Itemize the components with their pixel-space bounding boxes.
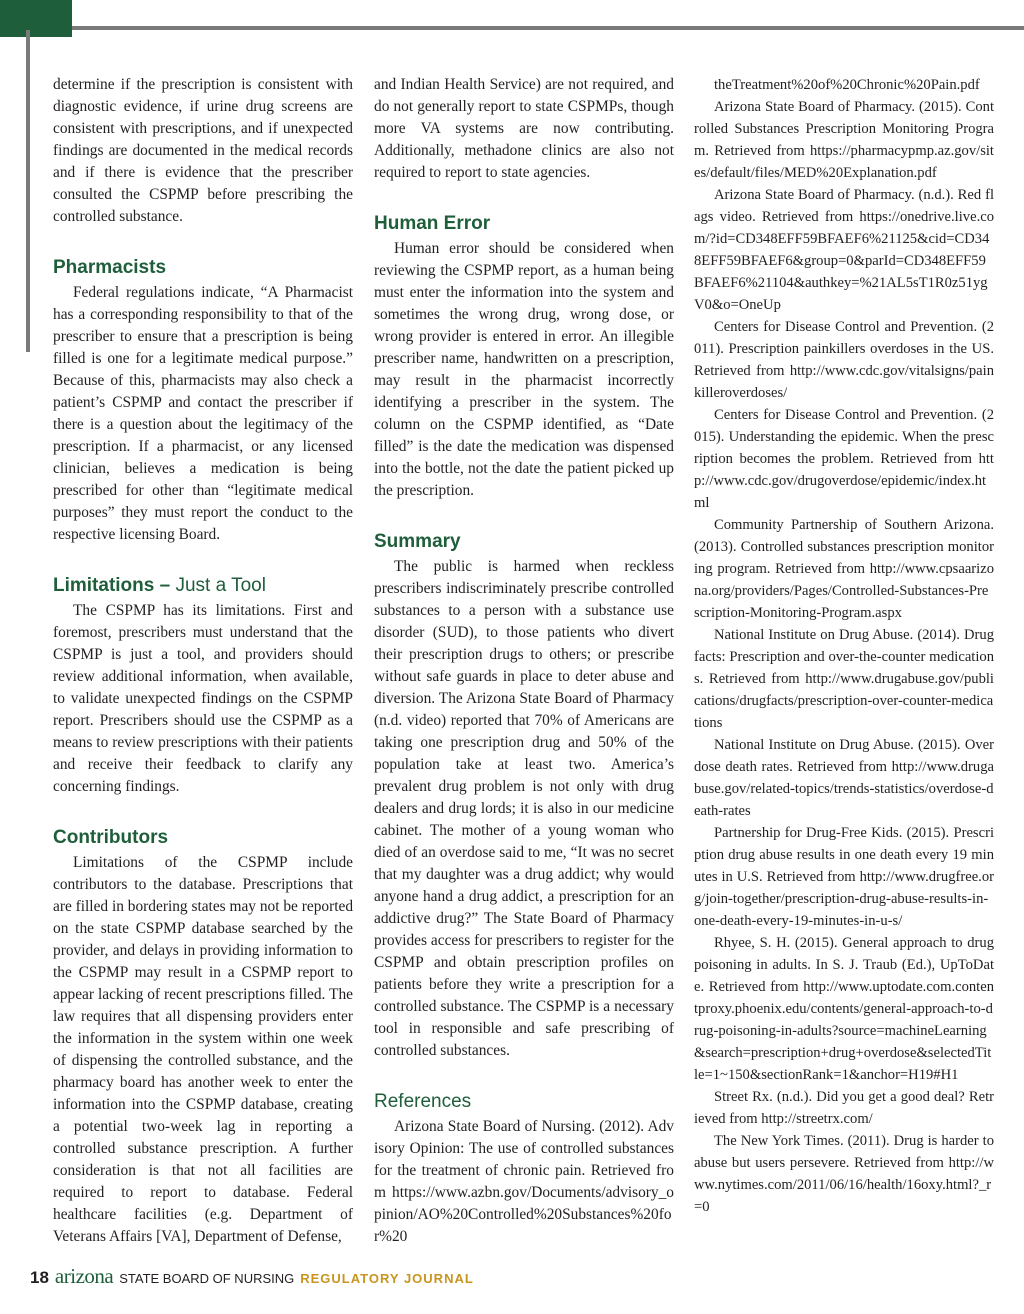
references-heading: References (374, 1091, 472, 1112)
human-error-heading: Human Error (374, 213, 491, 234)
continued-paragraph: and Indian Health Service) are not required, and do not generally report to state CSPMPs, though more VA systems are now contributing. Additionally, methadone clinics are also not required to report to state agencies. (374, 76, 674, 181)
page-number: 18 (30, 1268, 49, 1287)
limitations-paragraph: The CSPMP has its limitations. First and foremost, prescribers must understand that the CSPMP is just a tool, and providers should review additional information, when available, to validate unexpected findings on the CSPMP report. Prescribers should use the CSPMP as a means to review prescriptions with their patients and receive their feedback to clarify any concerning findings. (53, 602, 353, 795)
organization-name: STATE BOARD OF NURSING (119, 1271, 295, 1286)
left-divider (26, 30, 30, 352)
column-1 (53, 74, 353, 1248)
reference-entry: Centers for Disease Control and Prevention. (2011). Prescription painkillers overdoses in the US. Retrieved from http://www.cdc.gov/vitalsigns/painkilleroverdoses/ (694, 319, 994, 401)
page-footer (30, 1264, 474, 1288)
reference-entry: Arizona State Board of Pharmacy. (n.d.). Red flags video. Retrieved from https://onedrive.live.com/?id=CD348EFF59BFAEF6%21125&cid=CD348EFF59BFAEF6&group=0&parId=CD348EFF59BFAEF6%21104&authkey=%21AL5sT1R0z51ygV0&o=OneUp (694, 187, 994, 313)
reference-entry: Street Rx. (n.d.). Did you get a good deal? Retrieved from http://streetrx.com/ (694, 1089, 994, 1127)
reference-entry: Arizona State Board of Nursing. (2012). Advisory Opinion: The use of controlled substances for the treatment of chronic pain. Retrieved from https://www.azbn.gov/Documents/advisory_opinion/AO%20Controlled%20Substances%20for%20 (374, 1118, 674, 1245)
column-2 (374, 74, 674, 1248)
human-error-paragraph: Human error should be considered when reviewing the CSPMP report, as a human being must enter the information into the system and sometimes the wrong drug, wrong dose, or wrong provider is entered in error. An illegible prescriber name, handwritten on a prescription, may result in the pharmacist incorrectly identifying a prescriber in the system. The column on the CSPMP identified, as “Date filled” is the date the medication was dispensed into the bottle, not the date the patient picked up the prescription. (374, 240, 674, 499)
reference-entry: Centers for Disease Control and Prevention. (2015). Understanding the epidemic. When the prescription becomes the problem. Retrieved from http://www.cdc.gov/drugoverdose/epidemic/index.html (694, 407, 994, 511)
reference-entry: National Institute on Drug Abuse. (2014). Drug facts: Prescription and over-the-counter medications. Retrieved from http://www.drugabuse.gov/publications/drugfacts/prescription-over-counter-medications (694, 627, 994, 731)
brand-logo-text: arizona (54, 1264, 114, 1288)
intro-paragraph: determine if the prescription is consistent with diagnostic evidence, if urine drug screens are consistent with prescriptions, and if unexpected findings are documented in the medical records and if there is evidence that the prescriber consulted the CSPMP before prescribing the controlled substance. (53, 76, 353, 225)
pharmacists-paragraph: Federal regulations indicate, “A Pharmacist has a corresponding responsibility to that of the prescriber to ensure that a prescription is being filled is one for a legitimate medical purpose.” Because of this, pharmacists may also check a patient’s CSPMP and contact the prescriber if there is a question about the legitimacy of the prescription. If a pharmacist, or any licensed clinician, believes a medication is being prescribed for other than “legitimate medical purposes” they must report the conduct to the respective licensing Board. (53, 284, 353, 543)
corner-accent-block (0, 0, 72, 37)
reference-entry: Rhyee, S. H. (2015). General approach to drug poisoning in adults. In S. J. Traub (Ed.), UpToDate. Retrieved from http://www.uptodate.com.contentproxy.phoenix.edu/contents/general-approach-to-drug-poisoning-in-adults?source=machineLearning&search=prescription+drug+overdose&selectedTitle=1~150&sectionRank=1&anchor=H19#H1 (694, 935, 994, 1083)
top-divider (72, 26, 1024, 30)
reference-continuation: theTreatment%20of%20Chronic%20Pain.pdf (714, 77, 980, 93)
contributors-heading: Contributors (53, 827, 169, 848)
pharmacists-heading: Pharmacists (53, 257, 167, 278)
reference-entry: Partnership for Drug-Free Kids. (2015). Prescription drug abuse results in one death every 19 minutes in U.S. Retrieved from http://www.drugfree.org/join-together/prescription-drug-abuse-results-in-one-death-every-19-minutes-in-u-s/ (694, 825, 994, 929)
limitations-heading-main: Limitations – (53, 575, 171, 596)
reference-entry: Community Partnership of Southern Arizona. (2013). Controlled substances prescription monitoring program. Retrieved from http://www.cpsaarizona.org/providers/Pages/Controlled-Substances-Prescription-Monitoring-Program.aspx (694, 517, 994, 621)
summary-heading: Summary (374, 531, 461, 552)
limitations-heading (53, 574, 353, 598)
column-3-references (694, 74, 994, 1218)
contributors-paragraph: Limitations of the CSPMP include contributors to the database. Prescriptions that are filled in bordering states may not be reported on the state CSPMP database searched by the provider, and delays in providing information to the CSPMP may result in a CSPMP report to appear lacking of recent prescriptions filled. The law requires that all dispensing providers enter the information in the system within one week of dispensing the controlled substance, and the pharmacy board has another week to enter the information into the CSPMP database, creating a potential two-week lag in reporting a controlled substance prescription. A further consideration is that not all facilities are required to report to database. Federal healthcare facilities (e.g. Department of Veterans Affairs [VA], Department of Defense, (53, 854, 354, 1245)
journal-name: REGULATORY JOURNAL (300, 1271, 474, 1286)
reference-entry: Arizona State Board of Pharmacy. (2015). Controlled Substances Prescription Monitoring Program. Retrieved from https://pharmacypmp.az.gov/sites/default/files/MED%20Explanation.pdf (694, 99, 994, 181)
summary-paragraph: The public is harmed when reckless prescribers indiscriminately prescribe controlled substances to a person with a substance use disorder (SUD), to those patients who divert their prescription drugs to others; or prescribe without safe guards in place to deter abuse and diversion. The Arizona State Board of Pharmacy (n.d. video) reported that 70% of Americans are taking one prescription drug and 50% of the population take at least two. America’s prevalent drug problem is not only with drug dealers and drug lords; it is also in our medicine cabinet. The mother of a young woman who died of an overdose said to me, “It was no secret that my daughter was a drug addict; why would anyone hand a drug addict, a prescription for an addictive drug?” The State Board of Pharmacy provides access for prescribers to register for the CSPMP and obtain prescription profiles on patients before they write a prescription for a controlled substance. The CSPMP is a necessary tool in responsible and safe prescribing of controlled substances. (374, 558, 674, 1059)
limitations-heading-sub: Just a Tool (175, 575, 266, 596)
reference-entry: The New York Times. (2011). Drug is harder to abuse but users persevere. Retrieved from http://www.nytimes.com/2011/06/16/health/16oxy.html?_r=0 (694, 1133, 994, 1215)
reference-entry: National Institute on Drug Abuse. (2015). Overdose death rates. Retrieved from http://www.drugabuse.gov/related-topics/trends-statistics/overdose-death-rates (694, 737, 994, 819)
